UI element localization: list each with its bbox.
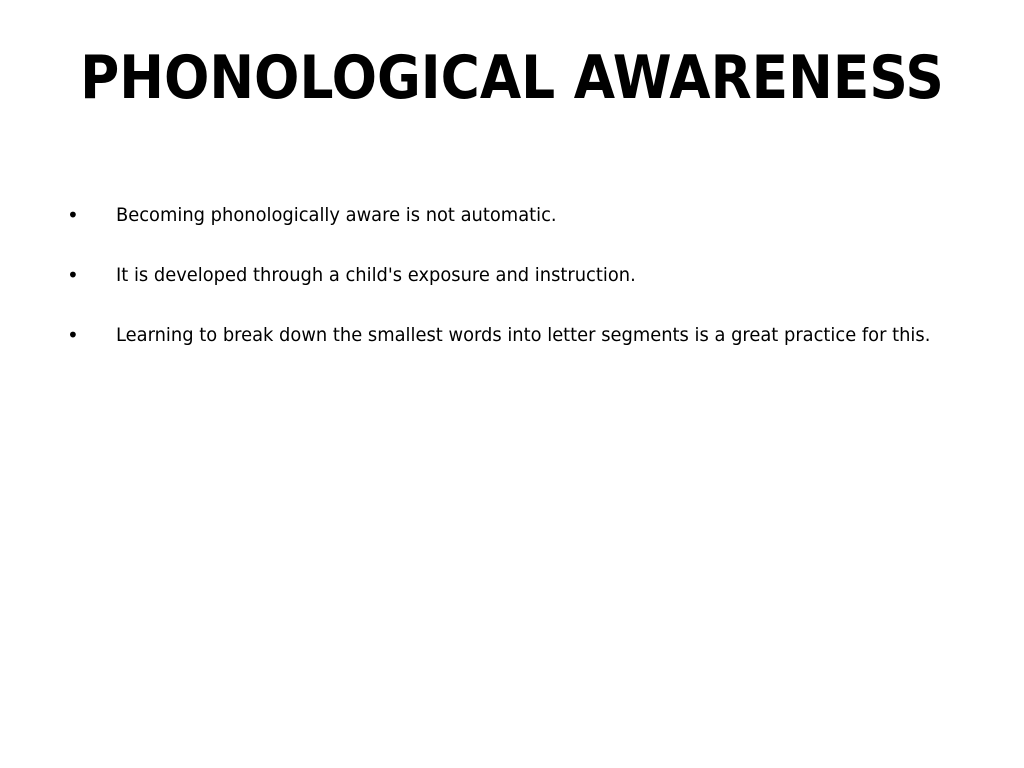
bullet-text: It is developed through a child's exposure and instruction. [116,264,636,286]
bullet-icon: • [67,203,79,227]
bullet-item [0,320,1024,380]
bullet-icon: • [67,263,79,287]
bullet-item [0,260,1024,320]
slide-title: PHONOLOGICAL AWARENESS [80,43,944,113]
bullet-item [0,200,1024,260]
bullet-text: Becoming phonologically aware is not automatic. [116,204,557,226]
bullet-list [0,200,1024,380]
bullet-icon: • [67,323,79,347]
bullet-text: Learning to break down the smallest words into letter segments is a great practice for this. [116,324,931,346]
